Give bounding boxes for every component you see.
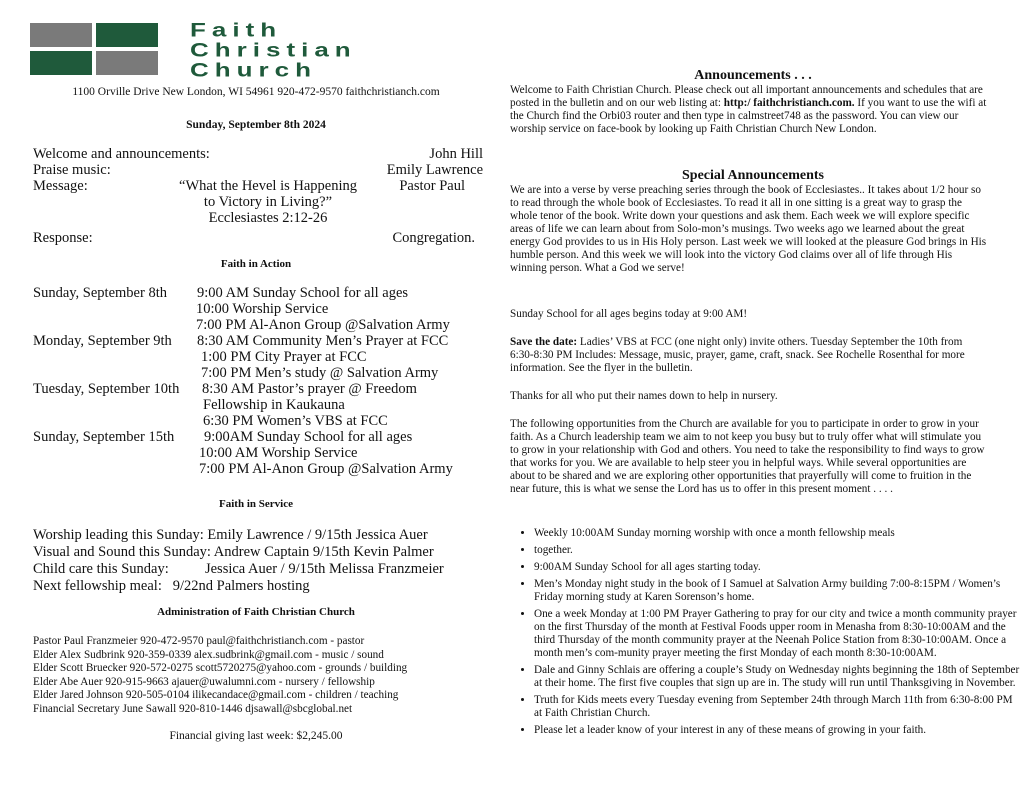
logo-block xyxy=(30,23,92,47)
schedule-event: 7:00 PM Al-Anon Group @Salvation Army xyxy=(196,317,450,333)
schedule-row xyxy=(33,301,493,317)
nursery-thanks: Thanks for all who put their names down to help in nursery. xyxy=(510,390,778,402)
schedule-row xyxy=(33,333,493,349)
schedule-event: 10:00 AM Worship Service xyxy=(199,445,358,461)
opportunities-list xyxy=(508,527,1020,741)
opportunity-item: • Weekly 10:00AM Sunday morning worship with once a month fellowship meals xyxy=(534,527,1020,540)
special-announcements-heading: Special Announcements xyxy=(682,168,824,183)
opportunity-item: • Dale and Ginny Schlais are offering a couple’s Study on Wednesday nights beginning the 18th of September at their home. The first five couples that sign up are in. The study will run until Thanksgiving in November. xyxy=(534,664,1020,690)
schedule-row xyxy=(33,365,493,381)
schedule-day: Sunday, September 15th xyxy=(33,429,175,445)
schedule-day: Monday, September 9th xyxy=(33,333,172,349)
role-line: Next fellowship meal: 9/22nd Palmers hosting xyxy=(33,578,310,594)
logo-word-christian: Christian xyxy=(190,38,357,61)
schedule-row xyxy=(33,349,493,365)
schedule-event: 8:30 AM Community Men’s Prayer at FCC xyxy=(197,333,449,349)
schedule-event: 10:00 Worship Service xyxy=(196,301,329,317)
schedule-event: 6:30 PM Women’s VBS at FCC xyxy=(203,413,388,429)
praise-leader: Emily Lawrence xyxy=(386,162,483,178)
opportunity-item: • Men’s Monday night study in the book of I Samuel at Salvation Army building 7:00-8:15PM / Women’s Friday morning study at Karen Sorenson’s home. xyxy=(534,578,1020,604)
website-link[interactable]: http:/ faithchristianch.com. xyxy=(723,97,855,109)
message-title: “What the Hevel is Happening xyxy=(179,178,357,194)
role-line: Child care this Sunday: Jessica Auer / 9/15th Melissa Franzmeier xyxy=(33,561,444,577)
save-the-date-label: Save the date: xyxy=(510,336,578,348)
schedule-event: 1:00 PM City Prayer at FCC xyxy=(201,349,367,365)
role-line: Worship leading this Sunday: Emily Lawrence / 9/15th Jessica Auer xyxy=(33,527,428,543)
schedule-event: 7:00 PM Men’s study @ Salvation Army xyxy=(201,365,439,381)
schedule-row xyxy=(33,317,493,333)
response-who: Congregation. xyxy=(392,230,475,246)
schedule-event: 8:30 AM Pastor’s prayer @ Freedom xyxy=(202,381,417,397)
opportunity-item: • Please let a leader know of your interest in any of these means of growing in your faith. xyxy=(534,724,1020,737)
faith-in-action-heading: Faith in Action xyxy=(220,258,292,270)
message-title-cont: to Victory in Living?” xyxy=(203,194,333,210)
response-label: Response: xyxy=(33,230,93,246)
welcome-leader: John Hill xyxy=(429,146,483,162)
save-the-date-paragraph xyxy=(510,336,988,375)
schedule-event: 9:00AM Sunday School for all ages xyxy=(204,429,413,445)
service-roles xyxy=(33,527,503,595)
role-line: Visual and Sound this Sunday: Andrew Captain 9/15th Kevin Palmer xyxy=(33,544,434,560)
logo-block xyxy=(30,51,92,75)
schedule-event: 9:00 AM Sunday School for all ages xyxy=(197,285,409,301)
opportunity-item: • One a week Monday at 1:00 PM Prayer Gathering to pray for our city and twice a month community prayer on the first Thursday of the month at Festival Foods upper room in Menasha from 8:30-10:00AM and the third Thursday of the month community prayer at the Neenah Police Station from 8:30-10:00AM. Once a month men’s com-munity prayer meeting the first Monday of each month 8:30-10:00AM. xyxy=(534,608,1020,660)
staff-line: Pastor Paul Franzmeier 920-472-9570 paul@faithchristianch.com - pastor xyxy=(33,635,365,647)
message-speaker: Pastor Paul xyxy=(399,178,465,194)
schedule-event: Fellowship in Kaukauna xyxy=(203,397,345,413)
opportunity-item: • Truth for Kids meets every Tuesday evening from September 24th through March 11th from 6:30-8:00 PM at Faith Christian Church. xyxy=(534,694,1020,720)
wifi-text: If you want to use the wifi at the Church find the Orbi03 router and then type in calmstreet748 as the password. You can view our worship service on face-book by looking up Faith Christian Church New London. xyxy=(510,97,987,135)
schedule-row xyxy=(33,429,493,445)
message-scripture: Ecclesiastes 2:12-26 xyxy=(208,210,328,226)
church-logo xyxy=(30,20,490,80)
staff-line: Financial Secretary June Sawall 920-810-1446 djsawall@sbcglobal.net xyxy=(33,702,353,715)
schedule-row xyxy=(33,285,493,301)
praise-label: Praise music: xyxy=(33,162,111,178)
order-of-service xyxy=(33,146,483,246)
schedule-day: Sunday, September 8th xyxy=(33,285,167,301)
logo-block xyxy=(96,23,158,47)
schedule-row xyxy=(33,461,493,477)
staff-line: Elder Alex Sudbrink 920-359-0339 alex.sudbrink@gmail.com - music / sound xyxy=(33,648,384,661)
schedule-day: Tuesday, September 10th xyxy=(33,381,180,397)
right-column xyxy=(508,0,1020,791)
staff-directory xyxy=(33,635,503,716)
schedule-list xyxy=(33,285,493,477)
schedule-event: 7:00 PM Al-Anon Group @Salvation Army xyxy=(199,461,453,477)
welcome-label: Welcome and announcements: xyxy=(33,146,210,162)
schedule-row xyxy=(33,381,493,397)
welcome-paragraph xyxy=(510,84,988,136)
opportunity-item: • together. xyxy=(534,544,1020,557)
logo-word-faith: Faith xyxy=(190,18,283,41)
schedule-row xyxy=(33,413,493,429)
bulletin-date: Sunday, September 8th 2024 xyxy=(186,119,326,131)
logo-block xyxy=(96,51,158,75)
schedule-row xyxy=(33,397,493,413)
church-address: 1100 Orville Drive New London, WI 54961 920-472-9570 faithchristianch.com xyxy=(72,86,440,98)
welcome-text: Welcome to Faith Christian Church. Please check out all important announcements and schedules that are posted in the bulletin and on our web listing at: xyxy=(510,84,983,109)
save-the-date-text: Ladies’ VBS at FCC (one night only) invite others. Tuesday September the 10th from 6:30-8:30 PM Includes: Message, music, prayer, game, craft, snack. See Rochelle Rosenthal for more information. See the flyer in the bulletin. xyxy=(510,336,965,374)
sermon-series-paragraph: We are into a verse by verse preaching series through the book of Ecclesiastes.. It takes about 1/2 hour so to read through the whole book of Ecclesiastes. To read it all in one sitting is a great way to grasp the whole tenor of the book. Write down your questions and ask them. Each week we will explore specific areas of life we can learn about from Solo-mon’s musings. Two weeks ago we learned about the great energy God provides to us in His Holy person. Last week we will looked at the pleasure God brings in His humble person. And this week we will look into the victory God claims over all of life through His winning person. What a God we serve! xyxy=(510,184,987,274)
logo-word-church: Church xyxy=(190,58,317,81)
staff-line: Elder Abe Auer 920-915-9663 ajauer@uwalumni.com - nursery / fellowship xyxy=(33,675,375,688)
staff-line: Elder Jared Johnson 920-505-0104 ilikecandace@gmail.com - children / teaching xyxy=(33,689,399,701)
faith-in-service-heading: Faith in Service xyxy=(219,498,293,510)
opportunities-paragraph: The following opportunities from the Church are available for you to participate in order to grow in your faith. As a Church leadership team we aim to not keep you busy but to truly offer what will stimulate you to grow in your relationship with God and others. You need to take the responsibility to find ways to grow that works for you. We are available to help steer you in helpful ways. While several opportunities are about to be shared and we are exploring other opportunities that prayerfully will come to fruition in the near future, this is what we sense the Lord has us to offer in this present moment . . . . xyxy=(510,418,985,495)
financial-giving: Financial giving last week: $2,245.00 xyxy=(169,730,343,742)
staff-line: Elder Scott Bruecker 920-572-0275 scott5720275@yahoo.com - grounds / building xyxy=(33,662,408,674)
sunday-school-note: Sunday School for all ages begins today at 9:00 AM! xyxy=(510,308,748,320)
schedule-row xyxy=(33,445,493,461)
announcements-heading: Announcements . . . xyxy=(694,68,812,83)
message-label: Message: xyxy=(33,178,88,194)
administration-heading: Administration of Faith Christian Church xyxy=(157,606,355,618)
opportunity-item: • 9:00AM Sunday School for all ages starting today. xyxy=(534,561,1020,574)
